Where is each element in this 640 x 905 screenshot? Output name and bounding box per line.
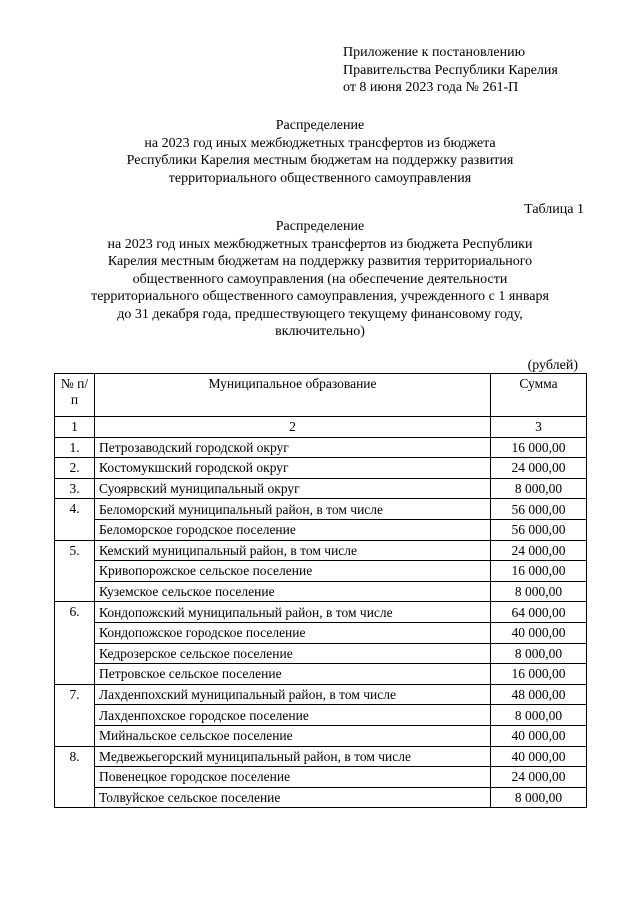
municipality-name: Беломорское городское поселение	[95, 519, 491, 540]
municipality-name: Мийнальское сельское поселение	[95, 725, 491, 746]
annex-line: от 8 июня 2023 года № 261-П	[343, 80, 519, 95]
table-row	[55, 746, 587, 767]
amount: 40 000,00	[491, 622, 587, 643]
column-index-row	[55, 417, 587, 438]
table-row	[55, 622, 587, 643]
main-title-line: Распределение	[275, 118, 365, 133]
amount: 16 000,00	[491, 664, 587, 685]
annex-block	[343, 44, 558, 97]
row-number: 7.	[55, 684, 95, 746]
index-name: 2	[95, 417, 491, 438]
table-title-line: общественного самоуправления (на обеспечение деятельности	[132, 271, 508, 287]
table-row	[55, 767, 587, 788]
municipality-name: Медвежьегорский муниципальный район, в том числе	[95, 746, 491, 767]
header-sum: Сумма	[491, 374, 587, 417]
table-title-line: Распределение	[275, 219, 365, 234]
row-number: 1.	[55, 437, 95, 458]
transfers-table	[54, 373, 587, 808]
table-row	[55, 664, 587, 685]
municipality-name: Толвуйское сельское поселение	[95, 787, 491, 808]
municipality-name: Кондопожское городское поселение	[95, 622, 491, 643]
table-row	[55, 540, 587, 561]
amount: 56 000,00	[491, 519, 587, 540]
table-title-line: Карелия местным бюджетам на поддержку развития территориального	[107, 254, 533, 269]
amount: 64 000,00	[491, 602, 587, 623]
table-row	[55, 499, 587, 520]
amount: 8 000,00	[491, 478, 587, 499]
amount: 8 000,00	[491, 581, 587, 602]
table-row	[55, 705, 587, 726]
table-row	[55, 643, 587, 664]
municipality-name: Повенецкое городское поселение	[95, 767, 491, 788]
table-title	[40, 218, 600, 341]
table-title-line: территориального общественного самоуправления, учрежденного с 1 января	[91, 289, 549, 304]
table-row	[55, 519, 587, 540]
amount: 40 000,00	[491, 746, 587, 767]
row-number: 4.	[55, 499, 95, 540]
row-number: 2.	[55, 458, 95, 479]
municipality-name: Костомукшский городской округ	[95, 458, 491, 479]
municipality-name: Лахденпохское городское поселение	[95, 705, 491, 726]
amount: 24 000,00	[491, 540, 587, 561]
index-num: 1	[55, 417, 95, 438]
main-title-line: территориального общественного самоуправления	[168, 170, 472, 186]
table-title-line: включительно)	[275, 324, 365, 339]
municipality-name: Куземское сельское поселение	[95, 581, 491, 602]
amount: 24 000,00	[491, 767, 587, 788]
municipality-name: Беломорский муниципальный район, в том числе	[95, 499, 491, 520]
amount: 8 000,00	[491, 705, 587, 726]
table-label: Таблица 1	[524, 202, 584, 217]
annex-line: Правительства Республики Карелия	[343, 62, 558, 78]
municipality-name: Суоярвский муниципальный округ	[95, 478, 491, 499]
table-title-line: до 31 декабря года, предшествующего текущему финансовому году,	[117, 306, 523, 322]
table-row	[55, 478, 587, 499]
table-row	[55, 787, 587, 808]
table-row	[55, 437, 587, 458]
table-row	[55, 561, 587, 582]
table-body	[55, 417, 587, 808]
municipality-name: Кондопожский муниципальный район, в том числе	[95, 602, 491, 623]
table-row	[55, 602, 587, 623]
header-name: Муниципальное образование	[95, 374, 491, 417]
main-title-line: на 2023 год иных межбюджетных трансфертов из бюджета	[144, 135, 496, 151]
amount: 56 000,00	[491, 499, 587, 520]
amount: 8 000,00	[491, 643, 587, 664]
table-header-row	[55, 374, 587, 417]
amount: 48 000,00	[491, 684, 587, 705]
municipality-name: Кедрозерское сельское поселение	[95, 643, 491, 664]
main-title-line: Республики Карелия местным бюджетам на поддержку развития	[126, 153, 514, 168]
amount: 16 000,00	[491, 561, 587, 582]
annex-line: Приложение к постановлению	[343, 45, 526, 60]
amount: 24 000,00	[491, 458, 587, 479]
table-row	[55, 458, 587, 479]
row-number: 8.	[55, 746, 95, 808]
row-number: 6.	[55, 602, 95, 684]
municipality-name: Кемский муниципальный район, в том числе	[95, 540, 491, 561]
municipality-name: Кривопорожское сельское поселение	[95, 561, 491, 582]
currency-unit: (рублей)	[527, 358, 578, 373]
municipality-name: Лахденпохский муниципальный район, в том числе	[95, 684, 491, 705]
main-title	[40, 117, 600, 187]
row-number: 5.	[55, 540, 95, 602]
header-num: № п/п	[55, 374, 95, 417]
index-sum: 3	[491, 417, 587, 438]
table-title-line: на 2023 год иных межбюджетных трансфертов из бюджета Республики	[107, 236, 533, 252]
amount: 16 000,00	[491, 437, 587, 458]
table-row	[55, 581, 587, 602]
table-row	[55, 684, 587, 705]
table-row	[55, 725, 587, 746]
municipality-name: Петрозаводский городской округ	[95, 437, 491, 458]
row-number: 3.	[55, 478, 95, 499]
amount: 40 000,00	[491, 725, 587, 746]
amount: 8 000,00	[491, 787, 587, 808]
municipality-name: Петровское сельское поселение	[95, 664, 491, 685]
